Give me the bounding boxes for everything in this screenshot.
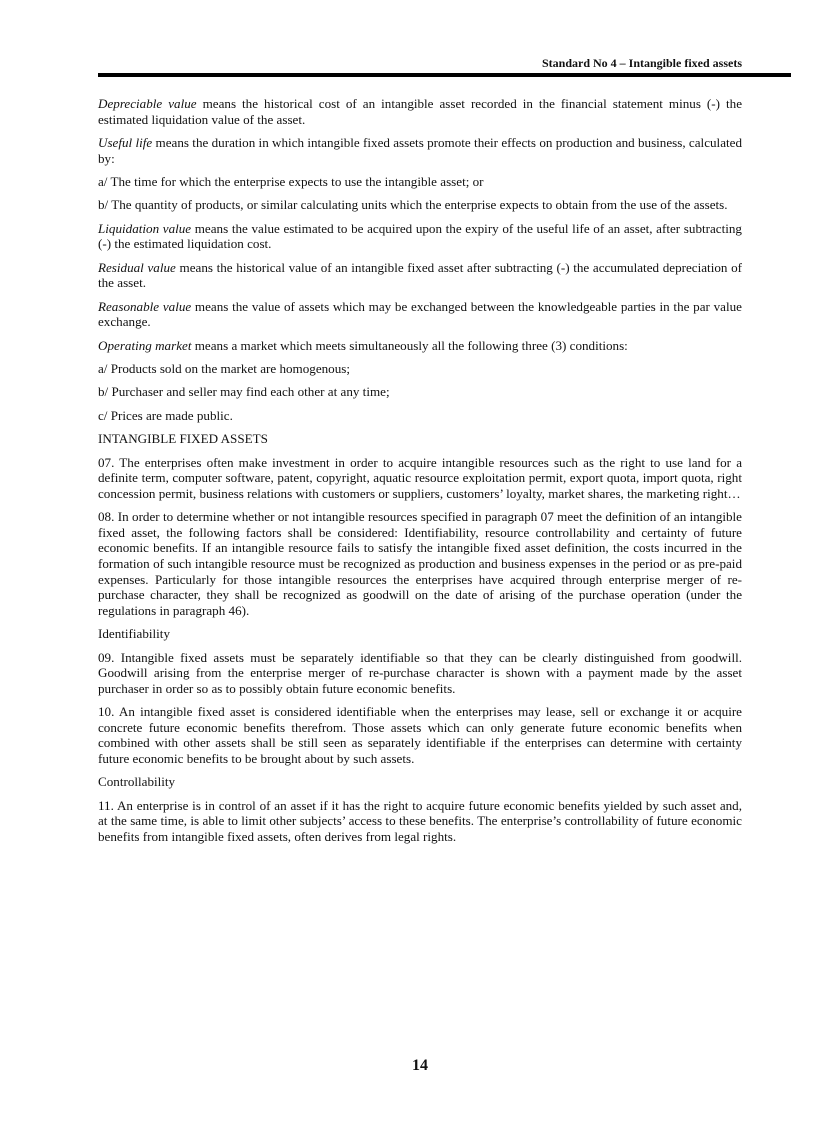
definition-residual-value	[98, 260, 742, 291]
definition-text: means the value of assets which may be exchanged between the knowledgeable parties in the par value exchange.	[98, 298, 742, 330]
page-number: 14	[412, 1057, 428, 1074]
paragraph-07: 07. The enterprises often make investment in order to acquire intangible resources such as the right to use land for a definite term, computer software, patent, copyright, aquatic resource exploitation permit, export quota, import quota, right concession permit, business relations with customers or suppliers, customers’ loyalty, market shares, the marketing right…	[98, 454, 742, 501]
definition-text: means the historical value of an intangible fixed asset after subtracting (-) the accumulated depreciation of the asset.	[98, 259, 742, 291]
list-item-b: b/ The quantity of products, or similar calculating units which the enterprise expects to obtain from the use of the assets.	[98, 197, 728, 213]
term-liquidation-value: Liquidation value	[98, 220, 192, 236]
term-residual-value: Residual value	[98, 259, 176, 275]
paragraph-09: 09. Intangible fixed assets must be separately identifiable so that they can be clearly distinguished from goodwill. Goodwill arising from the enterprise merger of re-purchase character is shown with a payment made by the asset purchaser in order so as to possibly obtain future economic benefits.	[98, 649, 742, 696]
definition-text: means the duration in which intangible fixed assets promote their effects on production and business, calculated by:	[98, 134, 743, 166]
definition-useful-life	[98, 135, 742, 166]
term-operating-market: Operating market	[98, 337, 192, 353]
definition-reasonable-value	[98, 299, 742, 330]
paragraph-10: 10. An intangible fixed asset is considered identifiable when the enterprises may lease, sell or exchange it or acquire concrete future economic benefits therefrom. Those assets which can only generate future economic benefits when combined with other assets shall be still seen as separately identifiable if the enterprises can determine with certainty future economic benefits to be brought about by such assets.	[98, 704, 742, 766]
list-item-a: a/ The time for which the enterprise expects to use the intangible asset; or	[98, 173, 484, 189]
subheading-identifiability: Identifiability	[98, 626, 170, 642]
paragraph-08: 08. In order to determine whether or not intangible resources specified in paragraph 07 meet the definition of an intangible fixed asset, the following factors shall be considered: Identifiability, resource controllability and certainty of future economic benefits. If an intangible resource fails to satisfy the intangible fixed asset definition, the costs incurred in the formation of such intangible resource must be recognized as production and business expenses in the period or as pre-paid expenses. Particularly for those intangible resources the enterprises have acquired through enterprise merger of re-purchase character, they shall be recognized as goodwill on the date of arising of the purchase operation (under the regulations in paragraph 46).	[98, 509, 742, 618]
document-body	[98, 96, 742, 852]
subheading-controllability: Controllability	[98, 774, 176, 790]
condition-a: a/ Products sold on the market are homogenous;	[98, 361, 351, 377]
definition-depreciable-value	[98, 96, 742, 127]
term-depreciable-value: Depreciable value	[98, 96, 197, 111]
term-reasonable-value: Reasonable value	[98, 298, 192, 314]
condition-c: c/ Prices are made public.	[98, 407, 233, 423]
paragraph-11: 11. An enterprise is in control of an asset if it has the right to acquire future economic benefits yielded by such asset and, at the same time, is able to limit other subjects’ access to these benefits. The enterprise’s controllability of future economic benefits from intangible fixed assets, often derives from legal rights.	[98, 797, 742, 844]
section-heading-intangible-fixed-assets: INTANGIBLE FIXED ASSETS	[98, 431, 268, 447]
definition-liquidation-value	[98, 221, 742, 252]
definition-text: means a market which meets simultaneously all the following three (3) conditions:	[191, 337, 628, 353]
header-rule	[98, 73, 791, 77]
definition-text: means the value estimated to be acquired upon the expiry of the useful life of an asset, after subtracting (-) the estimated liquidation cost.	[98, 220, 742, 252]
condition-b: b/ Purchaser and seller may find each other at any time;	[98, 384, 390, 400]
term-useful-life: Useful life	[98, 134, 153, 150]
definition-text: means the historical cost of an intangible asset recorded in the financial statement minus (-) the estimated liquidation value of the asset.	[98, 96, 743, 127]
definition-operating-market	[98, 338, 742, 354]
running-header: Standard No 4 – Intangible fixed assets	[541, 56, 742, 70]
